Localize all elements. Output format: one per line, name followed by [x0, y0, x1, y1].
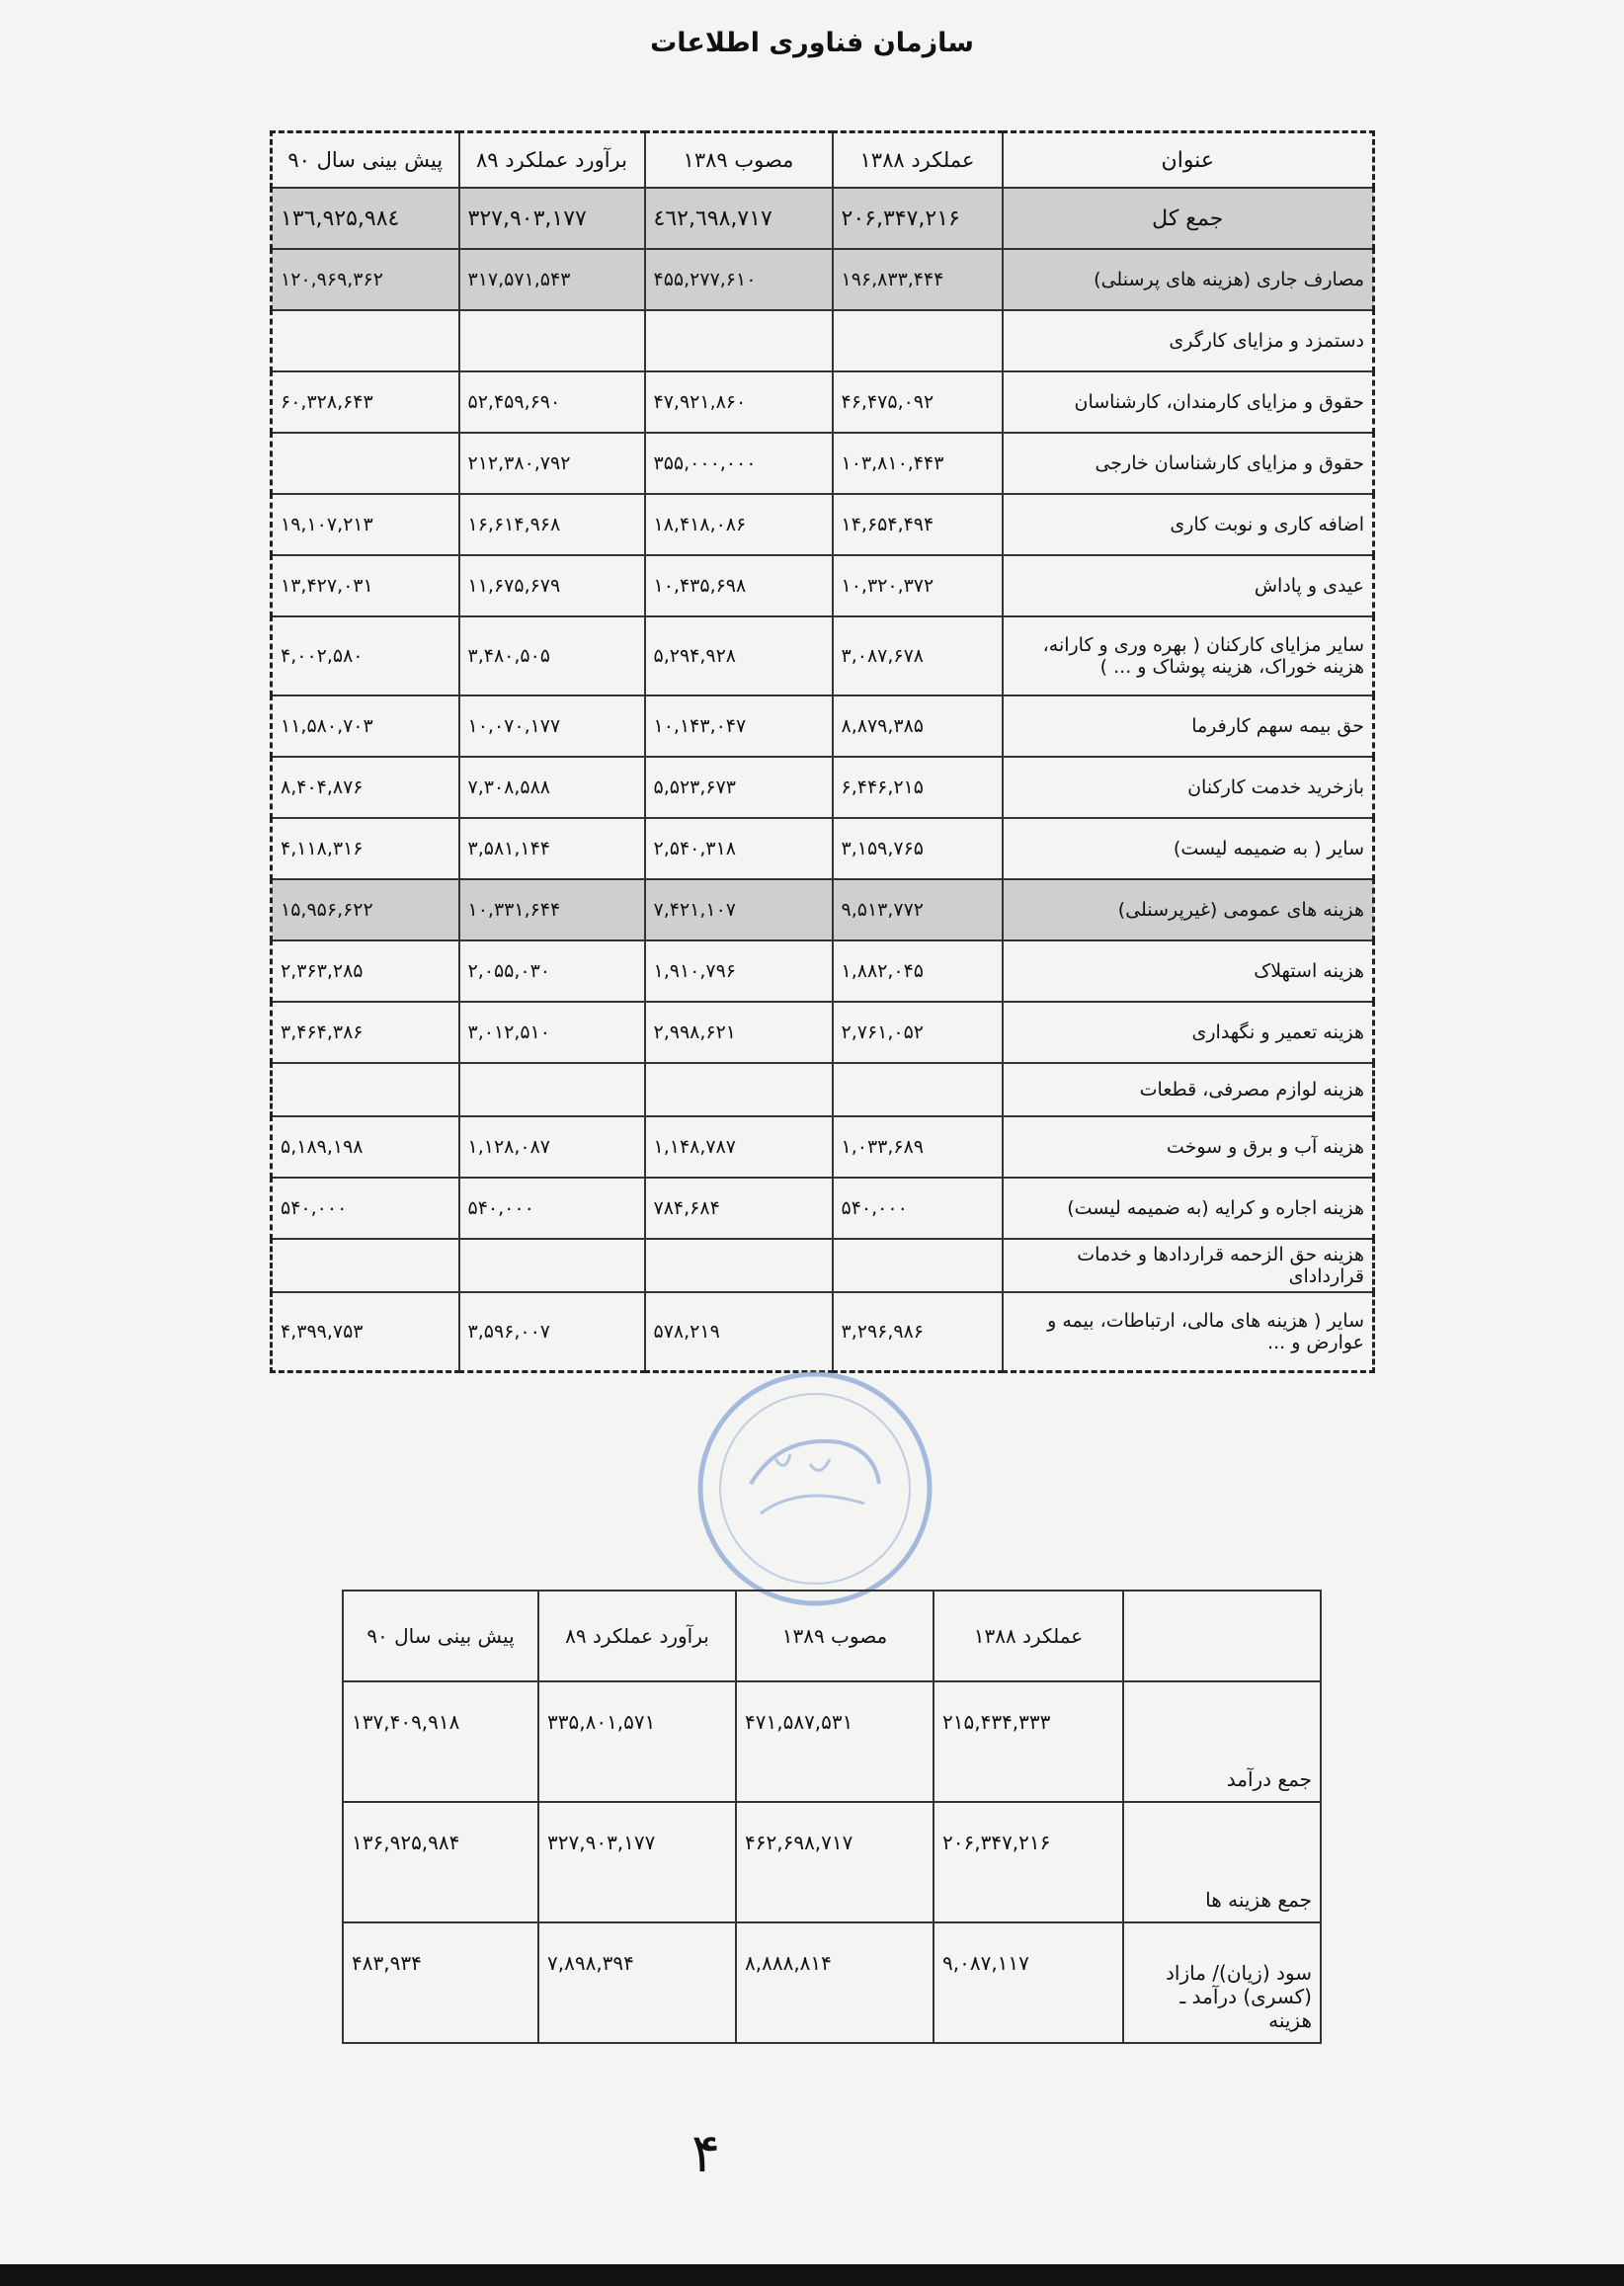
table-cell	[833, 1063, 1003, 1116]
table-cell: ٤٦٢,٦٩٨,۷۱۷	[645, 188, 833, 249]
row-label: هزینه تعمیر و نگهداری	[1003, 1002, 1374, 1063]
table-row	[272, 433, 1374, 494]
table-cell: ۳۱۷,۵۷۱,۵۴۳	[459, 249, 645, 310]
table-cell: ۱۱,۶۷۵,۶۷۹	[459, 555, 645, 616]
table-cell: ۷,۳۰۸,۵۸۸	[459, 757, 645, 818]
table-cell: ۲۱۲,۳۸۰,۷۹۲	[459, 433, 645, 494]
table-cell	[833, 310, 1003, 371]
table-cell: ۱,۱۲۸,۰۸۷	[459, 1116, 645, 1178]
table-row	[272, 757, 1374, 818]
table-cell: ۱۳٦,۹۲۵,۹۸٤	[272, 188, 459, 249]
row-label: سایر ( به ضمیمه لیست)	[1003, 818, 1374, 879]
row-label: هزینه آب و برق و سوخت	[1003, 1116, 1374, 1178]
column-header: پیش بینی سال ۹۰	[272, 132, 459, 189]
table-row	[272, 310, 1374, 371]
table-cell: ۳۵۵,۰۰۰,۰۰۰	[645, 433, 833, 494]
table-cell: ۱۰,۳۳۱,۶۴۴	[459, 879, 645, 940]
total-row	[272, 188, 1374, 249]
table-cell: ۱,۹۱۰,۷۹۶	[645, 940, 833, 1002]
table-row	[272, 1063, 1374, 1116]
row-label: مصارف جاری (هزینه های پرسنلی)	[1003, 249, 1374, 310]
row-label: هزینه لوازم مصرفی، قطعات	[1003, 1063, 1374, 1116]
table-cell: ۵,۱۸۹,۱۹۸	[272, 1116, 459, 1178]
table-cell: ۸,۸۷۹,۳۸۵	[833, 695, 1003, 757]
table-cell: ۵۷۸,۲۱۹	[645, 1292, 833, 1372]
column-header: مصوب ۱۳۸۹	[736, 1591, 934, 1681]
table-cell: ۴۶,۴۷۵,۰۹۲	[833, 371, 1003, 433]
page-title: سازمان فناوری اطلاعات	[650, 28, 974, 58]
table-cell: ۱۵,۹۵۶,۶۲۲	[272, 879, 459, 940]
table-cell: ۲,۹۹۸,۶۲۱	[645, 1002, 833, 1063]
column-header: مصوب ۱۳۸۹	[645, 132, 833, 189]
table-cell: ۲۰۶,۳۴۷,۲۱۶	[833, 188, 1003, 249]
table-row	[272, 879, 1374, 940]
table-cell: ۱۳۶,۹۲۵,۹۸۴	[343, 1802, 538, 1922]
table-cell: ۵,۲۹۴,۹۲۸	[645, 616, 833, 695]
table-row	[343, 1681, 1321, 1802]
table-cell: ۱۱,۵۸۰,۷۰۳	[272, 695, 459, 757]
table-cell: ۳۳۵,۸۰۱,۵۷۱	[538, 1681, 736, 1802]
table-cell: ۱۳,۴۲۷,۰۳۱	[272, 555, 459, 616]
table-row	[272, 695, 1374, 757]
table-cell	[645, 310, 833, 371]
row-label: سایر ( هزینه های مالی، ارتباطات، بیمه و عوارض و ...	[1003, 1292, 1374, 1372]
table-cell: ۱۰,۰۷۰,۱۷۷	[459, 695, 645, 757]
row-label: جمع درآمد	[1123, 1681, 1321, 1802]
table-cell: ۱۰۳,۸۱۰,۴۴۳	[833, 433, 1003, 494]
row-label: هزینه استهلاک	[1003, 940, 1374, 1002]
table-cell: ۳,۱۵۹,۷۶۵	[833, 818, 1003, 879]
row-label: بازخرید خدمت کارکنان	[1003, 757, 1374, 818]
row-label: حقوق و مزایای کارشناسان خارجی	[1003, 433, 1374, 494]
table-cell	[459, 310, 645, 371]
table-row	[272, 249, 1374, 310]
table-cell	[459, 1063, 645, 1116]
budget-table	[270, 130, 1375, 1373]
table-header-row	[343, 1591, 1321, 1681]
table-row	[272, 818, 1374, 879]
table-row	[272, 616, 1374, 695]
table-cell: ۴۶۲,۶۹۸,۷۱۷	[736, 1802, 934, 1922]
table-cell: ۳,۰۸۷,۶۷۸	[833, 616, 1003, 695]
table-cell: ۴۷۱,۵۸۷,۵۳۱	[736, 1681, 934, 1802]
table-cell: ۵۴۰,۰۰۰	[272, 1178, 459, 1239]
row-label: حقوق و مزایای کارمندان، کارشناسان	[1003, 371, 1374, 433]
table-cell: ۳,۴۶۴,۳۸۶	[272, 1002, 459, 1063]
row-label: دستمزد و مزایای کارگری	[1003, 310, 1374, 371]
scan-edge	[0, 2264, 1624, 2286]
column-header: عملکرد ۱۳۸۸	[934, 1591, 1123, 1681]
table-cell: ۱۹,۱۰۷,۲۱۳	[272, 494, 459, 555]
column-header	[1123, 1591, 1321, 1681]
table-cell: ۴۷,۹۲۱,۸۶۰	[645, 371, 833, 433]
table-cell: ۷,۴۲۱,۱۰۷	[645, 879, 833, 940]
table-row	[272, 1178, 1374, 1239]
table-cell: ۲۰۶,۳۴۷,۲۱۶	[934, 1802, 1123, 1922]
table-cell: ۴۸۳,۹۳۴	[343, 1922, 538, 2043]
table-cell	[272, 1063, 459, 1116]
table-cell: ۳۲۷,۹۰۳,۱۷۷	[538, 1802, 736, 1922]
table-cell: ۵۲,۴۵۹,۶۹۰	[459, 371, 645, 433]
row-label: هزینه اجاره و کرایه (به ضمیمه لیست)	[1003, 1178, 1374, 1239]
table-cell: ۱۰,۴۳۵,۶۹۸	[645, 555, 833, 616]
table-row	[272, 494, 1374, 555]
table-row	[272, 1239, 1374, 1292]
column-header: عنوان	[1003, 132, 1374, 189]
row-label: هزینه های عمومی (غیرپرسنلی)	[1003, 879, 1374, 940]
table-cell: ۳,۲۹۶,۹۸۶	[833, 1292, 1003, 1372]
row-label: اضافه کاری و نوبت کاری	[1003, 494, 1374, 555]
table-cell: ۱,۱۴۸,۷۸۷	[645, 1116, 833, 1178]
table-cell: ۱۲۰,۹۶۹,۳۶۲	[272, 249, 459, 310]
table-cell: ۴,۳۹۹,۷۵۳	[272, 1292, 459, 1372]
table-row	[272, 555, 1374, 616]
table-cell: ۲,۵۴۰,۳۱۸	[645, 818, 833, 879]
table-cell: ۵۴۰,۰۰۰	[833, 1178, 1003, 1239]
table-cell: ۱۰,۱۴۳,۰۴۷	[645, 695, 833, 757]
table-cell: ۳,۵۹۶,۰۰۷	[459, 1292, 645, 1372]
table-cell: ۴۵۵,۲۷۷,۶۱۰	[645, 249, 833, 310]
table-cell: ۴,۱۱۸,۳۱۶	[272, 818, 459, 879]
table-cell: ۱۳۷,۴۰۹,۹۱۸	[343, 1681, 538, 1802]
row-label: حق بیمه سهم کارفرما	[1003, 695, 1374, 757]
table-cell: ۹,۰۸۷,۱۱۷	[934, 1922, 1123, 2043]
table-cell	[459, 1239, 645, 1292]
table-cell: ۵,۵۲۳,۶۷۳	[645, 757, 833, 818]
row-label: عیدی و پاداش	[1003, 555, 1374, 616]
table-cell: ۳,۴۸۰,۵۰۵	[459, 616, 645, 695]
table-cell: ۲,۷۶۱,۰۵۲	[833, 1002, 1003, 1063]
table-cell: ۴,۰۰۲,۵۸۰	[272, 616, 459, 695]
table-row	[272, 1292, 1374, 1372]
table-row	[272, 1002, 1374, 1063]
column-header: پیش بینی سال ۹۰	[343, 1591, 538, 1681]
table-cell: ۱۰,۳۲۰,۳۷۲	[833, 555, 1003, 616]
row-label: جمع هزینه ها	[1123, 1802, 1321, 1922]
table-cell: ۳,۵۸۱,۱۴۴	[459, 818, 645, 879]
table-cell: ۲۱۵,۴۳۴,۳۳۳	[934, 1681, 1123, 1802]
table-row	[272, 371, 1374, 433]
table-header-row	[272, 132, 1374, 189]
table-cell: ۳,۰۱۲,۵۱۰	[459, 1002, 645, 1063]
row-label: هزینه حق الزحمه قراردادها و خدمات قراردادای	[1003, 1239, 1374, 1292]
table-cell: ۹,۵۱۳,۷۷۲	[833, 879, 1003, 940]
row-label: سود (زیان)/ مازاد (کسری) درآمد ـ هزینه	[1123, 1922, 1321, 2043]
table-cell: ۶۰,۳۲۸,۶۴۳	[272, 371, 459, 433]
table-cell	[272, 433, 459, 494]
row-label: سایر مزایای کارکنان ( بهره وری و کارانه، هزینه خوراک، هزینه پوشاک و ... )	[1003, 616, 1374, 695]
page-number: ۴	[691, 2122, 721, 2184]
table-cell: ۸,۸۸۸,۸۱۴	[736, 1922, 934, 2043]
table-cell: ۱۹۶,۸۳۳,۴۴۴	[833, 249, 1003, 310]
table-row	[343, 1922, 1321, 2043]
table-cell: ۷,۸۹۸,۳۹۴	[538, 1922, 736, 2043]
table-cell: ۱۸,۴۱۸,۰۸۶	[645, 494, 833, 555]
table-row	[272, 1116, 1374, 1178]
table-cell	[272, 1239, 459, 1292]
table-cell: ۱۴,۶۵۴,۴۹۴	[833, 494, 1003, 555]
table-cell: ۱۶,۶۱۴,۹۶۸	[459, 494, 645, 555]
table-cell: ۶,۴۴۶,۲۱۵	[833, 757, 1003, 818]
table-cell	[272, 310, 459, 371]
column-header: عملکرد ۱۳۸۸	[833, 132, 1003, 189]
table-cell	[645, 1239, 833, 1292]
table-cell: ۲,۳۶۳,۲۸۵	[272, 940, 459, 1002]
table-cell: ۱,۸۸۲,۰۴۵	[833, 940, 1003, 1002]
table-row	[272, 940, 1374, 1002]
table-cell: ۸,۴۰۴,۸۷۶	[272, 757, 459, 818]
table-cell: ۲,۰۵۵,۰۳۰	[459, 940, 645, 1002]
summary-table	[342, 1590, 1322, 2044]
column-header: برآورد عملکرد ۸۹	[538, 1591, 736, 1681]
table-cell: ۵۴۰,۰۰۰	[459, 1178, 645, 1239]
official-seal-icon	[691, 1365, 938, 1612]
row-label: جمع کل	[1003, 188, 1374, 249]
column-header: برآورد عملکرد ۸۹	[459, 132, 645, 189]
table-cell: ۳۲۷,۹۰۳,۱۷۷	[459, 188, 645, 249]
table-cell	[833, 1239, 1003, 1292]
table-cell: ۱,۰۳۳,۶۸۹	[833, 1116, 1003, 1178]
table-row	[343, 1802, 1321, 1922]
table-cell	[645, 1063, 833, 1116]
table-cell: ۷۸۴,۶۸۴	[645, 1178, 833, 1239]
